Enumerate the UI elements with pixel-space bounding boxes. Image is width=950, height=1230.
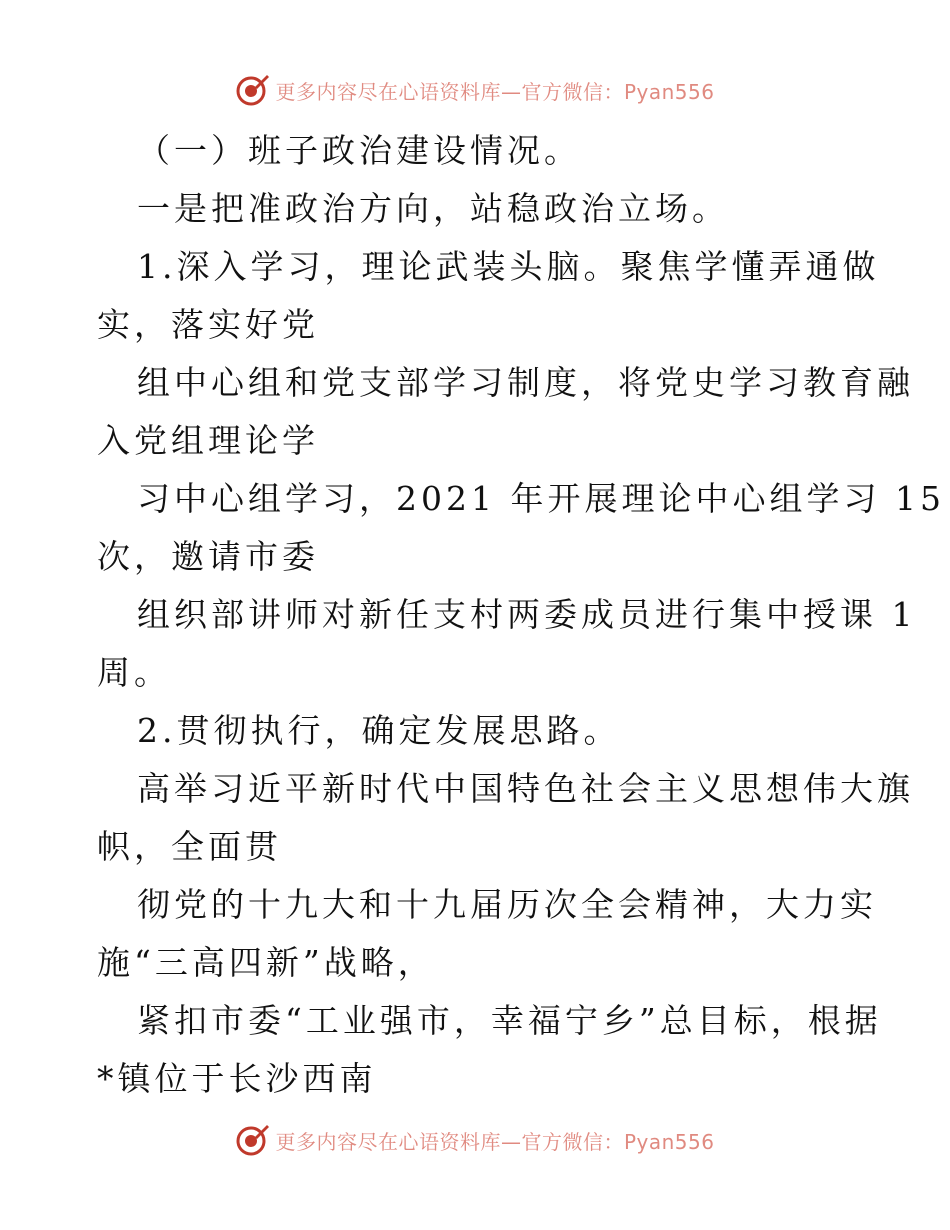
body-line: 1.深入学习，理论武装头脑。聚焦学懂弄通做	[137, 247, 880, 286]
body-line: 周。	[97, 653, 171, 692]
body-line: 入党组理论学	[97, 421, 319, 460]
body-line: 实，落实好党	[97, 305, 319, 344]
body-line: 组中心组和党支部学习制度，将党史学习教育融	[137, 363, 914, 402]
footer-watermark	[0, 1120, 950, 1160]
body-line: 帜，全面贯	[97, 827, 282, 866]
body-line: *镇位于长沙西南	[97, 1059, 377, 1098]
body-line: （一）班子政治建设情况。	[137, 131, 581, 170]
body-line: 一是把准政治方向，站稳政治立场。	[137, 189, 729, 228]
body-line: 组织部讲师对新任支村两委成员进行集中授课 1	[137, 595, 917, 634]
watermark-text: 更多内容尽在心语资料库—官方微信：Pyan556	[275, 1129, 715, 1154]
watermark-text: 更多内容尽在心语资料库—官方微信：Pyan556	[275, 79, 715, 104]
pen-circle-logo-icon	[235, 1122, 271, 1158]
body-line: 次，邀请市委	[97, 537, 319, 576]
body-line: 2.贯彻执行，确定发展思路。	[137, 711, 621, 750]
header-watermark	[0, 70, 950, 110]
body-line: 习中心组学习，2021 年开展理论中心组学习 15	[137, 479, 945, 518]
body-line: 紧扣市委“工业强市，幸福宁乡”总目标，根据	[137, 1001, 882, 1040]
body-line: 高举习近平新时代中国特色社会主义思想伟大旗	[137, 769, 914, 808]
body-line: 施“三高四新”战略，	[97, 943, 435, 982]
document-body	[97, 122, 945, 1108]
pen-circle-logo-icon	[235, 72, 271, 108]
body-line: 彻党的十九大和十九届历次全会精神，大力实	[137, 885, 877, 924]
